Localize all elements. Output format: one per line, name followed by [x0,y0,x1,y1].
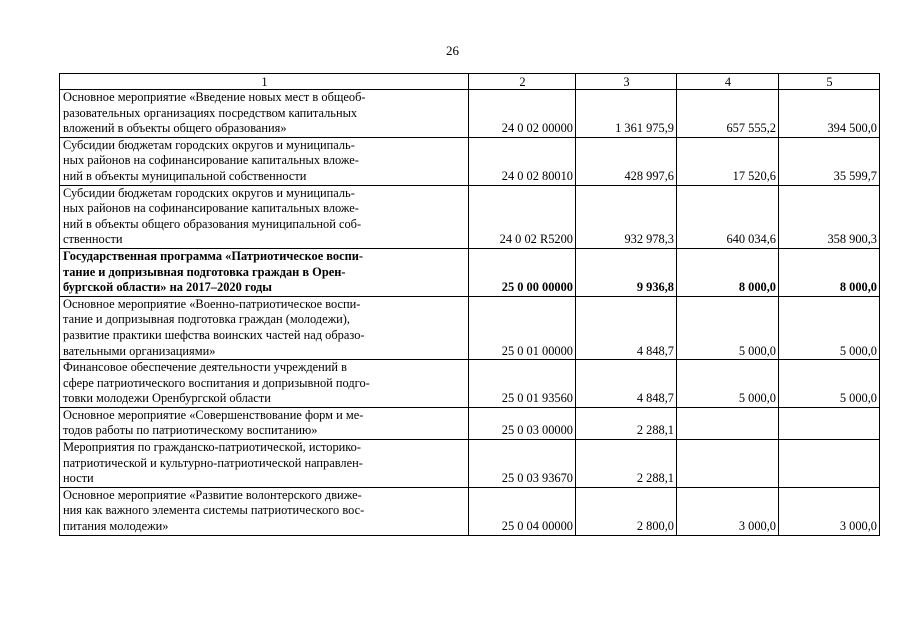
table-row [60,137,880,185]
table-row [60,440,880,488]
header-col-2: 2 [469,74,576,90]
row-col5-cell: 35 599,7 [779,137,880,185]
page-number: 26 [446,43,459,58]
row-code-cell: 25 0 01 93560 [469,360,576,408]
budget-table [59,73,880,536]
row-name-cell: Финансовое обеспечение деятельности учреждений в сфере патриотического воспитания и допризывной подго- товки молодежи Оренбургской области [60,360,469,408]
row-col3-cell: 9 936,8 [576,248,677,296]
table-row-program [60,248,880,296]
table-row [60,360,880,408]
row-name-cell: Государственная программа «Патриотическое воспи- тание и допризывная подготовка граждан в Орен- бургской области» на 2017–2020 годы [60,248,469,296]
table-row [60,407,880,439]
row-name-cell: Субсидии бюджетам городских округов и муниципаль- ных районов на софинансирование капитальных вложе- ний в объекты муниципальной собственности [60,137,469,185]
table-row [60,185,880,248]
row-col4-cell: 657 555,2 [677,90,779,138]
row-name-cell: Основное мероприятие «Введение новых мест в общеоб- разовательных организациях посредством капитальных вложений в объекты общего образования» [60,90,469,138]
row-code-cell: 24 0 02 80010 [469,137,576,185]
row-col4-cell: 640 034,6 [677,185,779,248]
row-col4-cell: 3 000,0 [677,487,779,535]
row-name-cell: Основное мероприятие «Военно-патриотическое воспи- тание и допризывная подготовка граждан (молодежи), развитие практики шефства воинских частей над образо- вательными организациями» [60,296,469,359]
row-col4-cell: 5 000,0 [677,360,779,408]
row-code-cell: 24 0 02 R5200 [469,185,576,248]
table-header-row [60,74,880,90]
row-col3-cell: 428 997,6 [576,137,677,185]
row-col5-cell: 3 000,0 [779,487,880,535]
row-col3-cell: 4 848,7 [576,360,677,408]
row-name-cell: Основное мероприятие «Развитие волонтерского движе- ния как важного элемента системы патриотического вос- питания молодежи» [60,487,469,535]
row-col3-cell: 932 978,3 [576,185,677,248]
row-name-cell: Субсидии бюджетам городских округов и муниципаль- ных районов на софинансирование капитальных вложе- ний в объекты общего образования муниципальной соб- ственности [60,185,469,248]
row-code-cell: 25 0 04 00000 [469,487,576,535]
row-col4-cell: 5 000,0 [677,296,779,359]
row-code-cell: 25 0 00 00000 [469,248,576,296]
row-code-cell: 25 0 01 00000 [469,296,576,359]
row-col4-cell [677,407,779,439]
row-col5-cell: 358 900,3 [779,185,880,248]
row-code-cell: 24 0 02 00000 [469,90,576,138]
row-code-cell: 25 0 03 00000 [469,407,576,439]
header-col-4: 4 [677,74,779,90]
row-col4-cell: 8 000,0 [677,248,779,296]
row-col5-cell: 5 000,0 [779,360,880,408]
row-col5-cell [779,407,880,439]
row-col3-cell: 4 848,7 [576,296,677,359]
header-col-3: 3 [576,74,677,90]
row-col3-cell: 2 288,1 [576,407,677,439]
row-col3-cell: 2 288,1 [576,440,677,488]
row-code-cell: 25 0 03 93670 [469,440,576,488]
row-col5-cell [779,440,880,488]
header-col-5: 5 [779,74,880,90]
row-col3-cell: 1 361 975,9 [576,90,677,138]
table-row [60,90,880,138]
row-col5-cell: 5 000,0 [779,296,880,359]
row-col3-cell: 2 800,0 [576,487,677,535]
row-col4-cell [677,440,779,488]
row-col5-cell: 8 000,0 [779,248,880,296]
table-row [60,487,880,535]
row-col5-cell: 394 500,0 [779,90,880,138]
row-col4-cell: 17 520,6 [677,137,779,185]
row-name-cell: Мероприятия по гражданско-патриотической, историко- патриотической и культурно-патриотической направлен- ности [60,440,469,488]
table-row [60,296,880,359]
row-name-cell: Основное мероприятие «Совершенствование форм и ме- тодов работы по патриотическому воспитанию» [60,407,469,439]
header-col-1: 1 [60,74,469,90]
